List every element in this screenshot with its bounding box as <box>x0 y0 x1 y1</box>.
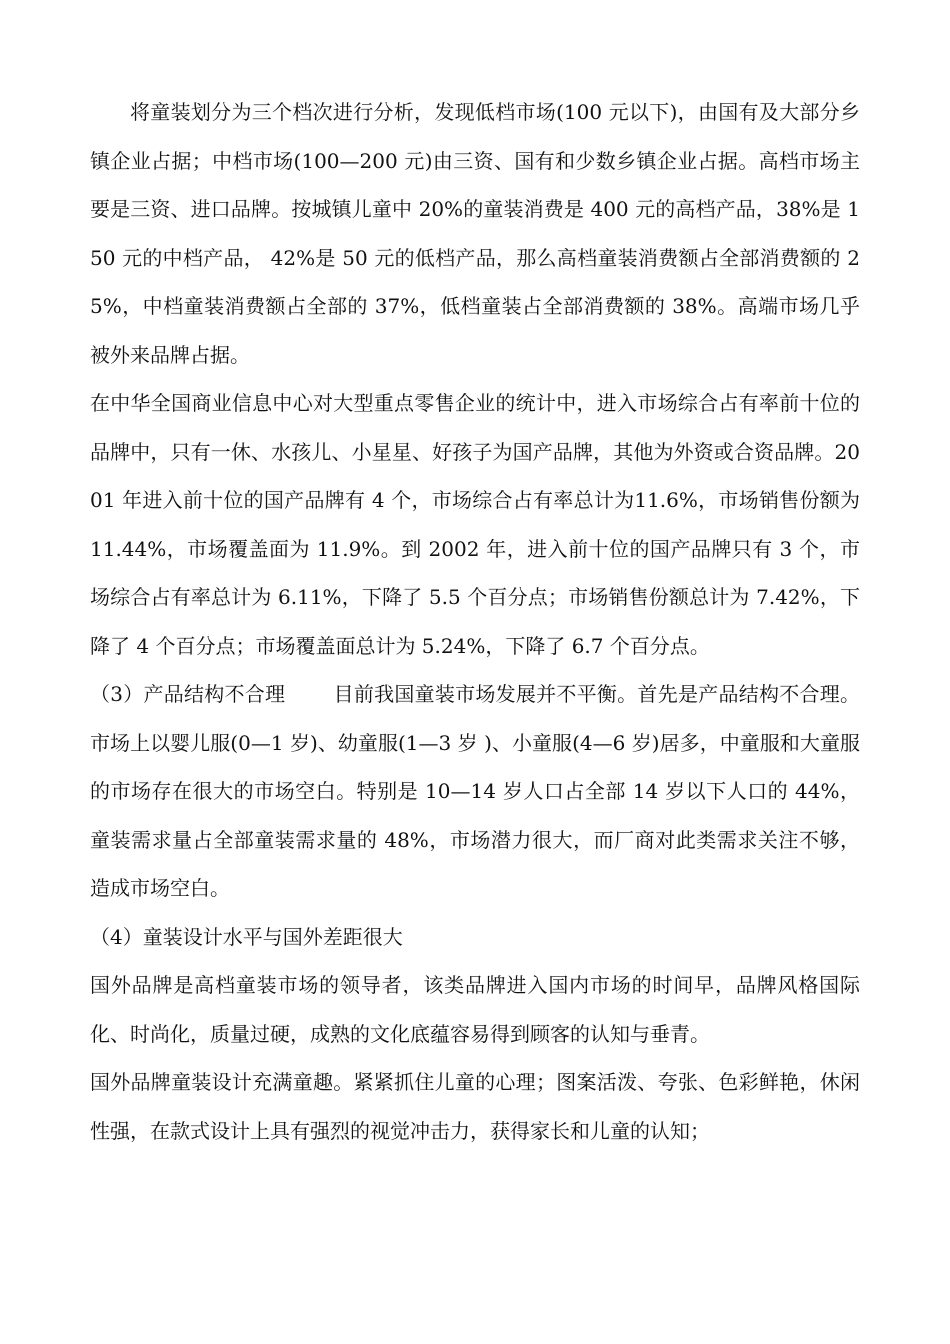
document-page <box>90 88 860 1155</box>
paragraph-price-tiers: 将童装划分为三个档次进行分析，发现低档市场(100 元以下)，由国有及大部分乡镇企业占据；中档市场(100—200 元)由三资、国有和少数乡镇企业占据。高档市场主要是三资、进口品牌。按城镇儿童中 20%的童装消费是 400 元的高档产品，38%是 150 元的中档产品， 42%是 50 元的低档产品，那么高档童装消费额占全部消费额的 25%，中档童装消费额占全部的 37%，低档童装占全部消费额的 38%。高端市场几乎被外来品牌占据。 <box>90 100 860 367</box>
section-3-body: 目前我国童装市场发展并不平衡。首先是产品结构不合理。市场上以婴儿服(0—1 岁)、幼童服(1—3 岁 )、小童服(4—6 岁)居多，中童服和大童服的市场存在很大的市场空白。特别是 10—14 岁人口占全部 14 岁以下人口的 44%，童装需求量占全部童装需求量的 48%，市场潜力很大，而厂商对此类需求关注不够，造成市场空白。 <box>90 682 861 900</box>
section-3-paragraph <box>90 670 860 913</box>
paragraph-foreign-brands: 国外品牌是高档童装市场的领导者，该类品牌进入国内市场的时间早，品牌风格国际化、时尚化，质量过硬，成熟的文化底蕴容易得到顾客的认知与垂青。 <box>90 973 860 1046</box>
section-4-heading: （4）童装设计水平与国外差距很大 <box>90 924 403 949</box>
section-3-heading: （3）产品结构不合理 <box>90 682 286 706</box>
paragraph-foreign-design: 国外品牌童装设计充满童趣。紧紧抓住儿童的心理；图案活泼、夸张、色彩鲜艳，休闲性强，在款式设计上具有强烈的视觉冲击力，获得家长和儿童的认知； <box>90 1070 860 1143</box>
paragraph-brand-statistics: 在中华全国商业信息中心对大型重点零售企业的统计中，进入市场综合占有率前十位的品牌中，只有一休、水孩儿、小星星、好孩子为国产品牌，其他为外资或合资品牌。2001 年进入前十位的国产品牌有 4 个，市场综合占有率总计为11.6%，市场销售份额为 11.44%，市场覆盖面为 11.9%。到 2002 年，进入前十位的国产品牌只有 3 个，市场综合占有率总计为 6.11%，下降了 5.5 个百分点；市场销售份额总计为 7.42%，下降了 4 个百分点；市场覆盖面总计为 5.24%，下降了 6.7 个百分点。 <box>90 391 860 658</box>
